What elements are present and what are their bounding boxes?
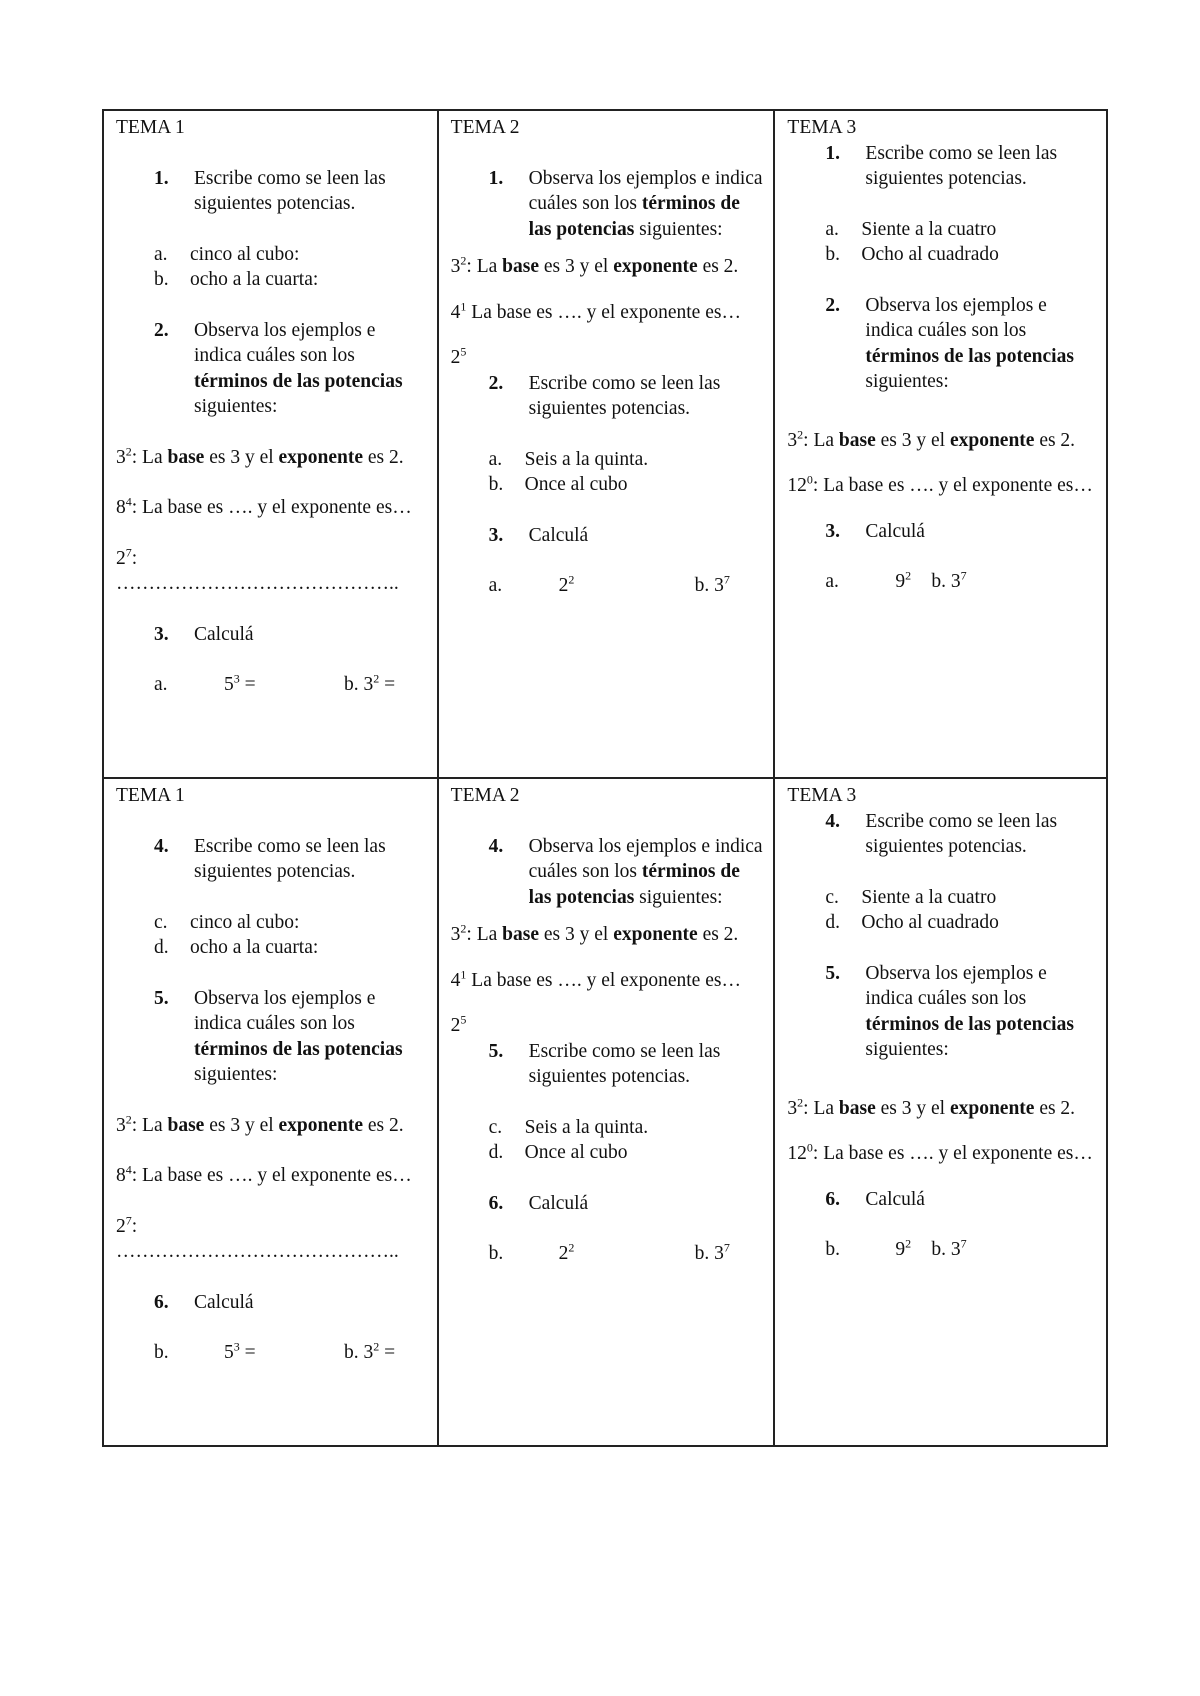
example-text: es 2. bbox=[697, 924, 739, 945]
power-exponent: 2 bbox=[373, 1339, 380, 1354]
example-line bbox=[787, 1096, 1096, 1122]
question-text: Escribe como se leen las siguientes potencias. bbox=[528, 372, 721, 419]
example-bold: exponente bbox=[278, 1114, 364, 1136]
question-4 bbox=[787, 809, 1096, 860]
item-label: c. bbox=[154, 911, 168, 933]
power-base: 8 bbox=[116, 497, 126, 518]
question-4 bbox=[116, 834, 427, 885]
calc-expression bbox=[931, 569, 966, 595]
power-exponent: 1 bbox=[460, 299, 467, 313]
equals-sign: = bbox=[239, 1342, 256, 1363]
item-text: Ocho al cuadrado bbox=[861, 244, 999, 265]
question-text-end: siguientes: bbox=[639, 218, 723, 240]
power-base: b. 3 bbox=[344, 1342, 374, 1363]
item-label: b. bbox=[154, 269, 169, 290]
power-base: 4 bbox=[450, 301, 461, 323]
example-text: : bbox=[131, 547, 138, 569]
question-text: Observa los ejemplos e indica cuáles son los bbox=[865, 294, 1047, 341]
question-1 bbox=[116, 166, 427, 217]
example-line bbox=[116, 495, 427, 521]
power-base: 3 bbox=[116, 1114, 126, 1136]
power-base: 3 bbox=[787, 1097, 798, 1119]
power-base: b. 3 bbox=[931, 571, 961, 592]
question-text-end: siguientes: bbox=[194, 1064, 278, 1085]
question-number: 2. bbox=[488, 372, 504, 394]
list-item bbox=[787, 242, 1096, 268]
question-6 bbox=[451, 1191, 764, 1217]
question-text: Escribe como se leen las siguientes potencias. bbox=[194, 167, 386, 214]
equals-sign: = bbox=[379, 674, 396, 695]
example-text: es 2. bbox=[697, 256, 739, 277]
item-text: Seis a la quinta. bbox=[524, 448, 649, 470]
power-base: 12 bbox=[787, 475, 807, 496]
example-text: : La bbox=[803, 429, 839, 451]
example-bold: base bbox=[167, 1114, 205, 1136]
example-text: es 2. bbox=[1034, 1097, 1076, 1119]
power-exponent: 2 bbox=[125, 444, 132, 458]
question-number: 5. bbox=[488, 1040, 504, 1062]
item-label: d. bbox=[154, 937, 169, 958]
question-3 bbox=[787, 519, 1096, 545]
power-base: 5 bbox=[224, 1342, 234, 1363]
example-text: es 3 y el bbox=[875, 429, 950, 451]
question-text: Observa los ejemplos e indica cuáles son los bbox=[194, 987, 376, 1034]
power-exponent: 7 bbox=[960, 568, 967, 583]
item-label: b. bbox=[825, 244, 841, 265]
dotted-answer-line: …………………………………….. bbox=[116, 573, 399, 594]
calc-expression bbox=[224, 672, 344, 698]
question-number: 4. bbox=[154, 835, 169, 857]
list-item bbox=[116, 910, 427, 936]
question-number: 5. bbox=[154, 987, 169, 1009]
question-1 bbox=[451, 166, 764, 243]
example-bold: base bbox=[838, 1097, 876, 1119]
question-5 bbox=[116, 986, 427, 1088]
power-base: 3 bbox=[450, 256, 461, 277]
example-line bbox=[787, 473, 1096, 499]
question-text: Calculá bbox=[194, 623, 254, 645]
list-item bbox=[787, 885, 1096, 911]
cell-heading: TEMA 2 bbox=[450, 785, 520, 806]
question-number: 2. bbox=[154, 319, 169, 341]
calc-expression bbox=[559, 1241, 695, 1267]
power-exponent: 2 bbox=[460, 253, 467, 268]
cell-heading: TEMA 2 bbox=[450, 117, 520, 138]
item-text: ocho a la cuarta: bbox=[190, 269, 319, 290]
item-text: cinco al cubo: bbox=[190, 911, 300, 933]
cell-tema2-top bbox=[438, 110, 775, 778]
example-bold: exponente bbox=[613, 924, 698, 945]
question-text: Calculá bbox=[865, 520, 925, 542]
example-text: es 3 y el bbox=[538, 924, 614, 945]
question-number: 1. bbox=[825, 142, 841, 164]
question-text-end: siguientes: bbox=[194, 396, 278, 417]
power-exponent: 7 bbox=[125, 545, 132, 559]
example-text: : La bbox=[803, 1097, 839, 1119]
power-exponent: 7 bbox=[125, 1213, 132, 1227]
item-label: b. bbox=[825, 1239, 841, 1260]
power-base: 2 bbox=[450, 1015, 461, 1036]
list-item bbox=[451, 447, 764, 473]
example-text: : La bbox=[131, 446, 168, 468]
question-text: Observa los ejemplos e indica cuáles son los bbox=[528, 835, 763, 882]
example-line bbox=[116, 1163, 427, 1189]
question-text: Calculá bbox=[528, 1192, 589, 1214]
power-base: 2 bbox=[116, 1215, 126, 1237]
power-exponent: 7 bbox=[723, 572, 730, 587]
dotted-answer-line: …………………………………….. bbox=[116, 1241, 399, 1262]
question-text: Escribe como se leen las siguientes potencias. bbox=[865, 810, 1058, 857]
example-line bbox=[451, 1013, 764, 1039]
calc-line bbox=[787, 1237, 1096, 1263]
item-label: a. bbox=[825, 571, 839, 592]
example-text: es 3 y el bbox=[875, 1097, 950, 1119]
example-line bbox=[451, 345, 764, 371]
question-number: 4. bbox=[488, 835, 504, 857]
power-base: 2 bbox=[116, 547, 126, 569]
calc-expression bbox=[931, 1237, 966, 1263]
power-exponent: 2 bbox=[905, 568, 912, 583]
example-text: : La base es …. y el exponente es… bbox=[131, 1165, 412, 1186]
power-exponent: 2 bbox=[905, 1236, 912, 1251]
example-line bbox=[116, 546, 427, 572]
question-number: 6. bbox=[825, 1188, 841, 1210]
power-base: 4 bbox=[450, 969, 461, 991]
worksheet-table bbox=[102, 109, 1108, 1447]
item-label: a. bbox=[825, 218, 839, 240]
item-label: c. bbox=[488, 1116, 503, 1138]
cell-heading: TEMA 3 bbox=[787, 785, 857, 806]
example-text: es 2. bbox=[363, 1114, 404, 1136]
power-exponent: 2 bbox=[568, 572, 575, 587]
calc-expression bbox=[344, 672, 395, 698]
power-exponent: 7 bbox=[723, 1240, 730, 1255]
question-bold-text: términos de las potencias bbox=[865, 1013, 1074, 1035]
cell-tema1-bottom bbox=[103, 778, 438, 1446]
list-item bbox=[787, 217, 1096, 243]
power-exponent: 2 bbox=[125, 1112, 132, 1126]
example-text: es 2. bbox=[1034, 429, 1076, 451]
question-text: Escribe como se leen las siguientes potencias. bbox=[528, 1040, 721, 1087]
calc-expression bbox=[895, 569, 931, 595]
calc-line bbox=[787, 569, 1096, 595]
question-6 bbox=[116, 1290, 427, 1316]
cell-tema2-bottom bbox=[438, 778, 775, 1446]
equals-sign: = bbox=[379, 1342, 396, 1363]
calc-expression bbox=[344, 1340, 395, 1366]
power-base: 9 bbox=[895, 571, 906, 592]
question-bold-text: términos de las potencias bbox=[528, 193, 740, 240]
power-base: 3 bbox=[450, 924, 461, 945]
question-text: Calculá bbox=[194, 1291, 254, 1313]
question-text: Escribe como se leen las siguientes potencias. bbox=[865, 142, 1058, 189]
item-label: b. bbox=[488, 1243, 504, 1264]
power-exponent: 5 bbox=[460, 1012, 467, 1027]
question-text-end: siguientes: bbox=[865, 371, 949, 392]
item-label: d. bbox=[825, 912, 841, 933]
example-text: es 3 y el bbox=[538, 256, 614, 277]
example-text: : La bbox=[466, 924, 503, 945]
question-text: Escribe como se leen las siguientes potencias. bbox=[194, 835, 386, 882]
power-base: 3 bbox=[787, 429, 798, 451]
power-exponent: 3 bbox=[233, 671, 240, 686]
example-line bbox=[787, 1141, 1096, 1167]
power-exponent: 2 bbox=[373, 671, 380, 686]
power-base: b. 3 bbox=[931, 1239, 961, 1260]
calc-expression bbox=[695, 573, 730, 599]
example-text: : La base es …. y el exponente es… bbox=[812, 475, 1093, 496]
example-text: : La bbox=[466, 256, 503, 277]
calc-line bbox=[116, 1340, 427, 1366]
power-base: 9 bbox=[895, 1239, 906, 1260]
calc-line bbox=[116, 672, 427, 698]
example-bold: base bbox=[502, 256, 539, 277]
power-exponent: 4 bbox=[125, 494, 132, 509]
cell-tema1-top bbox=[103, 110, 438, 778]
item-label: b. bbox=[154, 1342, 169, 1363]
example-line bbox=[787, 428, 1096, 454]
cell-heading: TEMA 1 bbox=[116, 117, 185, 138]
question-6 bbox=[787, 1187, 1096, 1213]
power-exponent: 0 bbox=[806, 1140, 813, 1155]
power-exponent: 2 bbox=[797, 1095, 804, 1109]
calc-expression bbox=[224, 1340, 344, 1366]
question-text: Observa los ejemplos e indica cuáles son los bbox=[528, 167, 763, 214]
question-bold-text: términos de las potencias bbox=[194, 1038, 403, 1060]
power-base: b. 3 bbox=[694, 575, 724, 596]
example-text: : La base es …. y el exponente es… bbox=[131, 497, 412, 518]
power-base: 3 bbox=[116, 446, 126, 468]
example-line bbox=[451, 300, 764, 326]
question-5 bbox=[451, 1039, 764, 1090]
question-3 bbox=[116, 622, 427, 648]
item-label: a. bbox=[154, 674, 168, 695]
example-bold: exponente bbox=[949, 429, 1035, 451]
list-item bbox=[116, 267, 427, 293]
example-bold: exponente bbox=[613, 256, 698, 277]
item-text: ocho a la cuarta: bbox=[190, 937, 319, 958]
list-item bbox=[116, 935, 427, 961]
question-number: 1. bbox=[154, 167, 169, 189]
question-text: Calculá bbox=[528, 524, 589, 546]
item-label: b. bbox=[488, 474, 504, 495]
calc-expression bbox=[695, 1241, 730, 1267]
item-label: a. bbox=[488, 575, 503, 596]
question-1 bbox=[787, 141, 1096, 192]
list-item bbox=[787, 910, 1096, 936]
power-base: 2 bbox=[558, 1243, 569, 1264]
list-item bbox=[116, 242, 427, 268]
question-number: 1. bbox=[488, 167, 504, 189]
question-5 bbox=[787, 961, 1096, 1063]
power-base: 12 bbox=[787, 1143, 807, 1164]
item-text: Siente a la cuatro bbox=[861, 218, 997, 240]
question-3 bbox=[451, 523, 764, 549]
example-bold: exponente bbox=[949, 1097, 1035, 1119]
example-bold: exponente bbox=[278, 446, 364, 468]
question-bold-text: términos de las potencias bbox=[194, 370, 403, 392]
item-text: Once al cubo bbox=[524, 1142, 628, 1163]
question-number: 6. bbox=[154, 1291, 169, 1313]
item-text: Ocho al cuadrado bbox=[861, 912, 999, 933]
item-text: Siente a la cuatro bbox=[861, 886, 997, 908]
power-exponent: 7 bbox=[960, 1236, 967, 1251]
example-text: : bbox=[131, 1215, 138, 1237]
example-bold: base bbox=[167, 446, 205, 468]
power-exponent: 5 bbox=[460, 344, 467, 359]
cell-tema3-bottom bbox=[774, 778, 1107, 1446]
power-base: 2 bbox=[558, 575, 569, 596]
calc-line bbox=[451, 1241, 764, 1267]
power-exponent: 0 bbox=[806, 472, 813, 487]
table-row bbox=[103, 110, 1107, 778]
question-text-end: siguientes: bbox=[639, 886, 723, 908]
item-label: a. bbox=[488, 448, 503, 470]
power-exponent: 2 bbox=[460, 921, 467, 936]
list-item bbox=[451, 1115, 764, 1141]
example-text: es 3 y el bbox=[204, 446, 279, 468]
item-label: c. bbox=[825, 886, 839, 908]
question-number: 3. bbox=[488, 524, 504, 546]
question-number: 4. bbox=[825, 810, 841, 832]
calc-expression bbox=[895, 1237, 931, 1263]
question-number: 3. bbox=[154, 623, 169, 645]
power-base: 8 bbox=[116, 1165, 126, 1186]
cell-tema3-top bbox=[774, 110, 1107, 778]
question-number: 2. bbox=[825, 294, 841, 316]
question-number: 3. bbox=[825, 520, 841, 542]
cell-heading: TEMA 3 bbox=[787, 117, 857, 138]
question-2 bbox=[451, 371, 764, 422]
calc-expression bbox=[559, 573, 695, 599]
item-text: Seis a la quinta. bbox=[524, 1116, 649, 1138]
power-base: b. 3 bbox=[694, 1243, 724, 1264]
example-text: : La bbox=[131, 1114, 168, 1136]
list-item bbox=[451, 472, 764, 498]
power-base: 2 bbox=[450, 347, 461, 368]
cell-heading: TEMA 1 bbox=[116, 785, 185, 806]
question-text: Observa los ejemplos e indica cuáles son los bbox=[194, 319, 376, 366]
example-text: es 2. bbox=[363, 446, 404, 468]
item-label: d. bbox=[488, 1142, 504, 1163]
power-exponent: 2 bbox=[568, 1240, 575, 1255]
item-text: Once al cubo bbox=[524, 474, 628, 495]
question-2 bbox=[116, 318, 427, 420]
example-line bbox=[116, 445, 427, 471]
example-bold: base bbox=[502, 924, 539, 945]
question-text-end: siguientes: bbox=[865, 1039, 949, 1060]
example-text: es 3 y el bbox=[204, 1114, 279, 1136]
item-label: a. bbox=[154, 243, 168, 265]
equals-sign: = bbox=[239, 674, 256, 695]
power-exponent: 1 bbox=[460, 967, 467, 981]
question-text: Observa los ejemplos e indica cuáles son los bbox=[865, 962, 1047, 1009]
example-line bbox=[116, 1113, 427, 1139]
example-line bbox=[116, 1214, 427, 1240]
example-text: La base es …. y el exponente es… bbox=[466, 969, 741, 991]
example-bold: base bbox=[838, 429, 876, 451]
list-item bbox=[451, 1140, 764, 1166]
example-text: La base es …. y el exponente es… bbox=[466, 301, 741, 323]
power-base: 5 bbox=[224, 674, 234, 695]
question-bold-text: términos de las potencias bbox=[528, 861, 740, 908]
question-text: Calculá bbox=[865, 1188, 925, 1210]
question-number: 6. bbox=[488, 1192, 504, 1214]
power-base: b. 3 bbox=[344, 674, 374, 695]
example-line bbox=[451, 254, 764, 280]
table-row bbox=[103, 778, 1107, 1446]
power-exponent: 3 bbox=[233, 1339, 240, 1354]
calc-line bbox=[451, 573, 764, 599]
question-bold-text: términos de las potencias bbox=[865, 345, 1074, 367]
question-number: 5. bbox=[825, 962, 841, 984]
power-exponent: 2 bbox=[797, 427, 804, 441]
example-line bbox=[451, 922, 764, 948]
power-exponent: 4 bbox=[125, 1162, 132, 1177]
example-text: : La base es …. y el exponente es… bbox=[812, 1143, 1093, 1164]
example-line bbox=[451, 968, 764, 994]
question-2 bbox=[787, 293, 1096, 395]
question-4 bbox=[451, 834, 764, 911]
item-text: cinco al cubo: bbox=[190, 243, 300, 265]
